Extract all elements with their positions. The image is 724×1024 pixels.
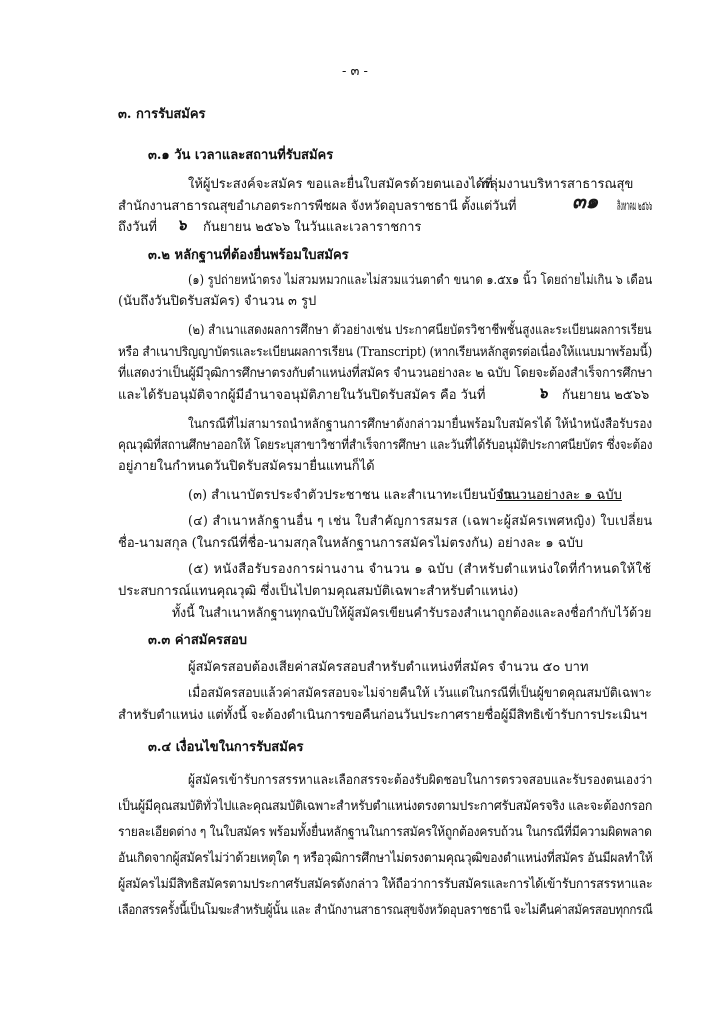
s34-line2: เป็นผู้มีคุณสมบัติทั่วไปและคุณสมบัติเฉพาะสำหรับตำแหน่งตรงตามประกาศรับสมัครจริง และจะต้องกรอก	[118, 799, 653, 814]
s34-line3: รายละเอียดต่าง ๆ ในใบสมัคร พร้อมทั้งยื่นหลักฐานในการสมัครให้ถูกต้องครบถ้วน ในกรณีที่มีความผิดพลาด	[118, 825, 652, 840]
handwritten-day-6: ๖	[177, 216, 187, 234]
s32-heading: ๓.๒ หลักฐานที่ต้องยื่นพร้อมใบสมัคร	[148, 248, 349, 263]
s32-item2-line4-a: และได้รับอนุมัติจากผู้มีอำนาจอนุมัติภายในวันปิดรับสมัคร คือ วันที่	[118, 388, 486, 403]
s33-line2: เมื่อสมัครสอบแล้วค่าสมัครสอบจะไม่จ่ายคืนให้ เว้นแต่ในกรณีที่เป็นผู้ขาดคุณสมบัติเฉพาะ	[188, 686, 652, 701]
s31-line2-b: สิงหาคม ๒๕๖๖	[617, 199, 653, 214]
s33-heading: ๓.๓ ค่าสมัครสอบ	[148, 633, 247, 648]
handwritten-day-6-b: ๖	[538, 384, 548, 402]
s32-item4-line2: ชื่อ-นามสกุล (ในกรณีที่ชื่อ-นามสกุลในหลักฐานการสมัครไม่ตรงกัน) อย่างละ ๑ ฉบับ	[118, 536, 584, 551]
s32-note-line2: คุณวุฒิที่สถานศึกษาออกให้ โดยระบุสาขาวิชาที่สำเร็จการศึกษา และวันที่ได้รับอนุมัติประกาศนียบัตร ซึ่งจะต้อง	[118, 438, 653, 453]
section-title: ๓. การรับสมัคร	[118, 107, 206, 122]
s34-heading: ๓.๔ เงื่อนไขในการรับสมัคร	[148, 740, 304, 755]
s32-item3-a: (๓) สำเนาบัตรประจำตัวประชาชน และสำเนาทะเบียนบ้าน	[188, 488, 513, 503]
s32-item2-line3: ที่แสดงว่าเป็นผู้มีวุฒิการศึกษาตรงกับตำแหน่งที่สมัคร จำนวนอย่างละ ๒ ฉบับ โดยจะต้องสำเร็จการศึกษา	[118, 366, 653, 381]
s32-item1-line1: (๑) รูปถ่ายหน้าตรง ไม่สวมหมวกและไม่สวมแว่นตาดำ ขนาด ๑.๕x๑ นิ้ว โดยถ่ายไม่เกิน ๖ เดือน	[188, 273, 653, 288]
s31-line3-b: กันยายน ๒๕๖๖ ในวันและเวลาราชการ	[203, 220, 422, 235]
s34-line5: ผู้สมัครไม่มีสิทธิสมัครตามประกาศรับสมัครดังกล่าว ให้ถือว่าการรับสมัครและการได้เข้ารับการสรรหาและ	[118, 877, 653, 892]
handwritten-day-31: ๓๑	[572, 189, 599, 213]
s32-item2-line4-b: กันยายน ๒๕๖๖	[562, 388, 650, 403]
s32-note-line3: อยู่ภายในกำหนดวันปิดรับสมัครมายื่นแทนก็ได้	[118, 459, 375, 474]
s34-line1: ผู้สมัครเข้ารับการสรรหาและเลือกสรรจะต้องรับผิดชอบในการตรวจสอบและรับรองตนเองว่า	[188, 773, 653, 788]
s31-heading: ๓.๑ วัน เวลาและสถานที่รับสมัคร	[148, 148, 334, 163]
s32-item5-line1: (๕) หนังสือรับรองการผ่านงาน จำนวน ๑ ฉบับ (สำหรับตำแหน่งใดที่กำหนดให้ใช้	[188, 562, 652, 577]
s33-line3: สำหรับตำแหน่ง แต่ทั้งนี้ จะต้องดำเนินการขอคืนก่อนวันประกาศรายชื่อผู้มีสิทธิเข้ารับการประเมินฯ	[118, 708, 647, 723]
s31-line1-b: กลุ่มงานบริหารสาธารณสุข	[482, 177, 634, 192]
s31-line3-a: ถึงวันที่	[118, 220, 157, 235]
s31-line2-a: สำนักงานสาธารณสุขอำเภอตระการพืชผล จังหวัดอุบลราชธานี ตั้งแต่วันที่	[118, 199, 517, 214]
s32-closing: ทั้งนี้ ในสำเนาหลักฐานทุกฉบับให้ผู้สมัครเขียนคำรับรองสำเนาถูกต้องและลงชื่อกำกับไว้ด้วย	[172, 606, 652, 621]
s34-line4: อันเกิดจากผู้สมัครไม่ว่าด้วยเหตุใด ๆ หรือวุฒิการศึกษาไม่ตรงตามคุณวุฒิของตำแหน่งที่สมัคร อันมีผลทำให้	[118, 851, 653, 866]
s32-item4-line1: (๔) สำเนาหลักฐานอื่น ๆ เช่น ใบสำคัญการสมรส (เฉพาะผู้สมัครเพศหญิง) ใบเปลี่ยน	[188, 514, 653, 529]
s33-line1: ผู้สมัครสอบต้องเสียค่าสมัครสอบสำหรับตำแหน่งที่สมัคร จำนวน ๕๐ บาท	[188, 660, 589, 675]
page-number: - ๓ -	[342, 64, 368, 79]
s32-item2-line1: (๒) สำเนาแสดงผลการศึกษา ตัวอย่างเช่น ประกาศนียบัตรวิชาชีพชั้นสูงและระเบียนผลการเรียน	[188, 323, 652, 338]
s32-item2-line2: หรือ สำเนาปริญญาบัตรและระเบียนผลการเรียน (Transcript) (หากเรียนหลักสูตรต่อเนื่องให้แนบมาพร้อมนี้)	[118, 345, 653, 360]
s32-item1-line2: (นับถึงวันปิดรับสมัคร) จำนวน ๓ รูป	[118, 294, 317, 309]
s32-note-line1: ในกรณีที่ไม่สามารถนำหลักฐานการศึกษาดังกล่าวมายื่นพร้อมใบสมัครได้ ให้นำหนังสือรับรอง	[188, 417, 653, 432]
s34-line6: เลือกสรรครั้งนี้เป็นโมฆะสำหรับผู้นั้น และ สำนักงานสาธารณสุขจังหวัดอุบลราชธานี จะไม่คืนค่าสมัครสอบทุกกรณี	[118, 903, 653, 918]
s31-line1-a: ให้ผู้ประสงค์จะสมัคร ขอและยื่นใบสมัครด้วยตนเองได้ที่	[188, 177, 493, 192]
s32-item3-b: จำนวนอย่างละ ๑ ฉบับ	[496, 488, 622, 503]
s32-item5-line2: ประสบการณ์แทนคุณวุฒิ ซึ่งเป็นไปตามคุณสมบัติเฉพาะสำหรับตำแหน่ง)	[118, 584, 519, 599]
